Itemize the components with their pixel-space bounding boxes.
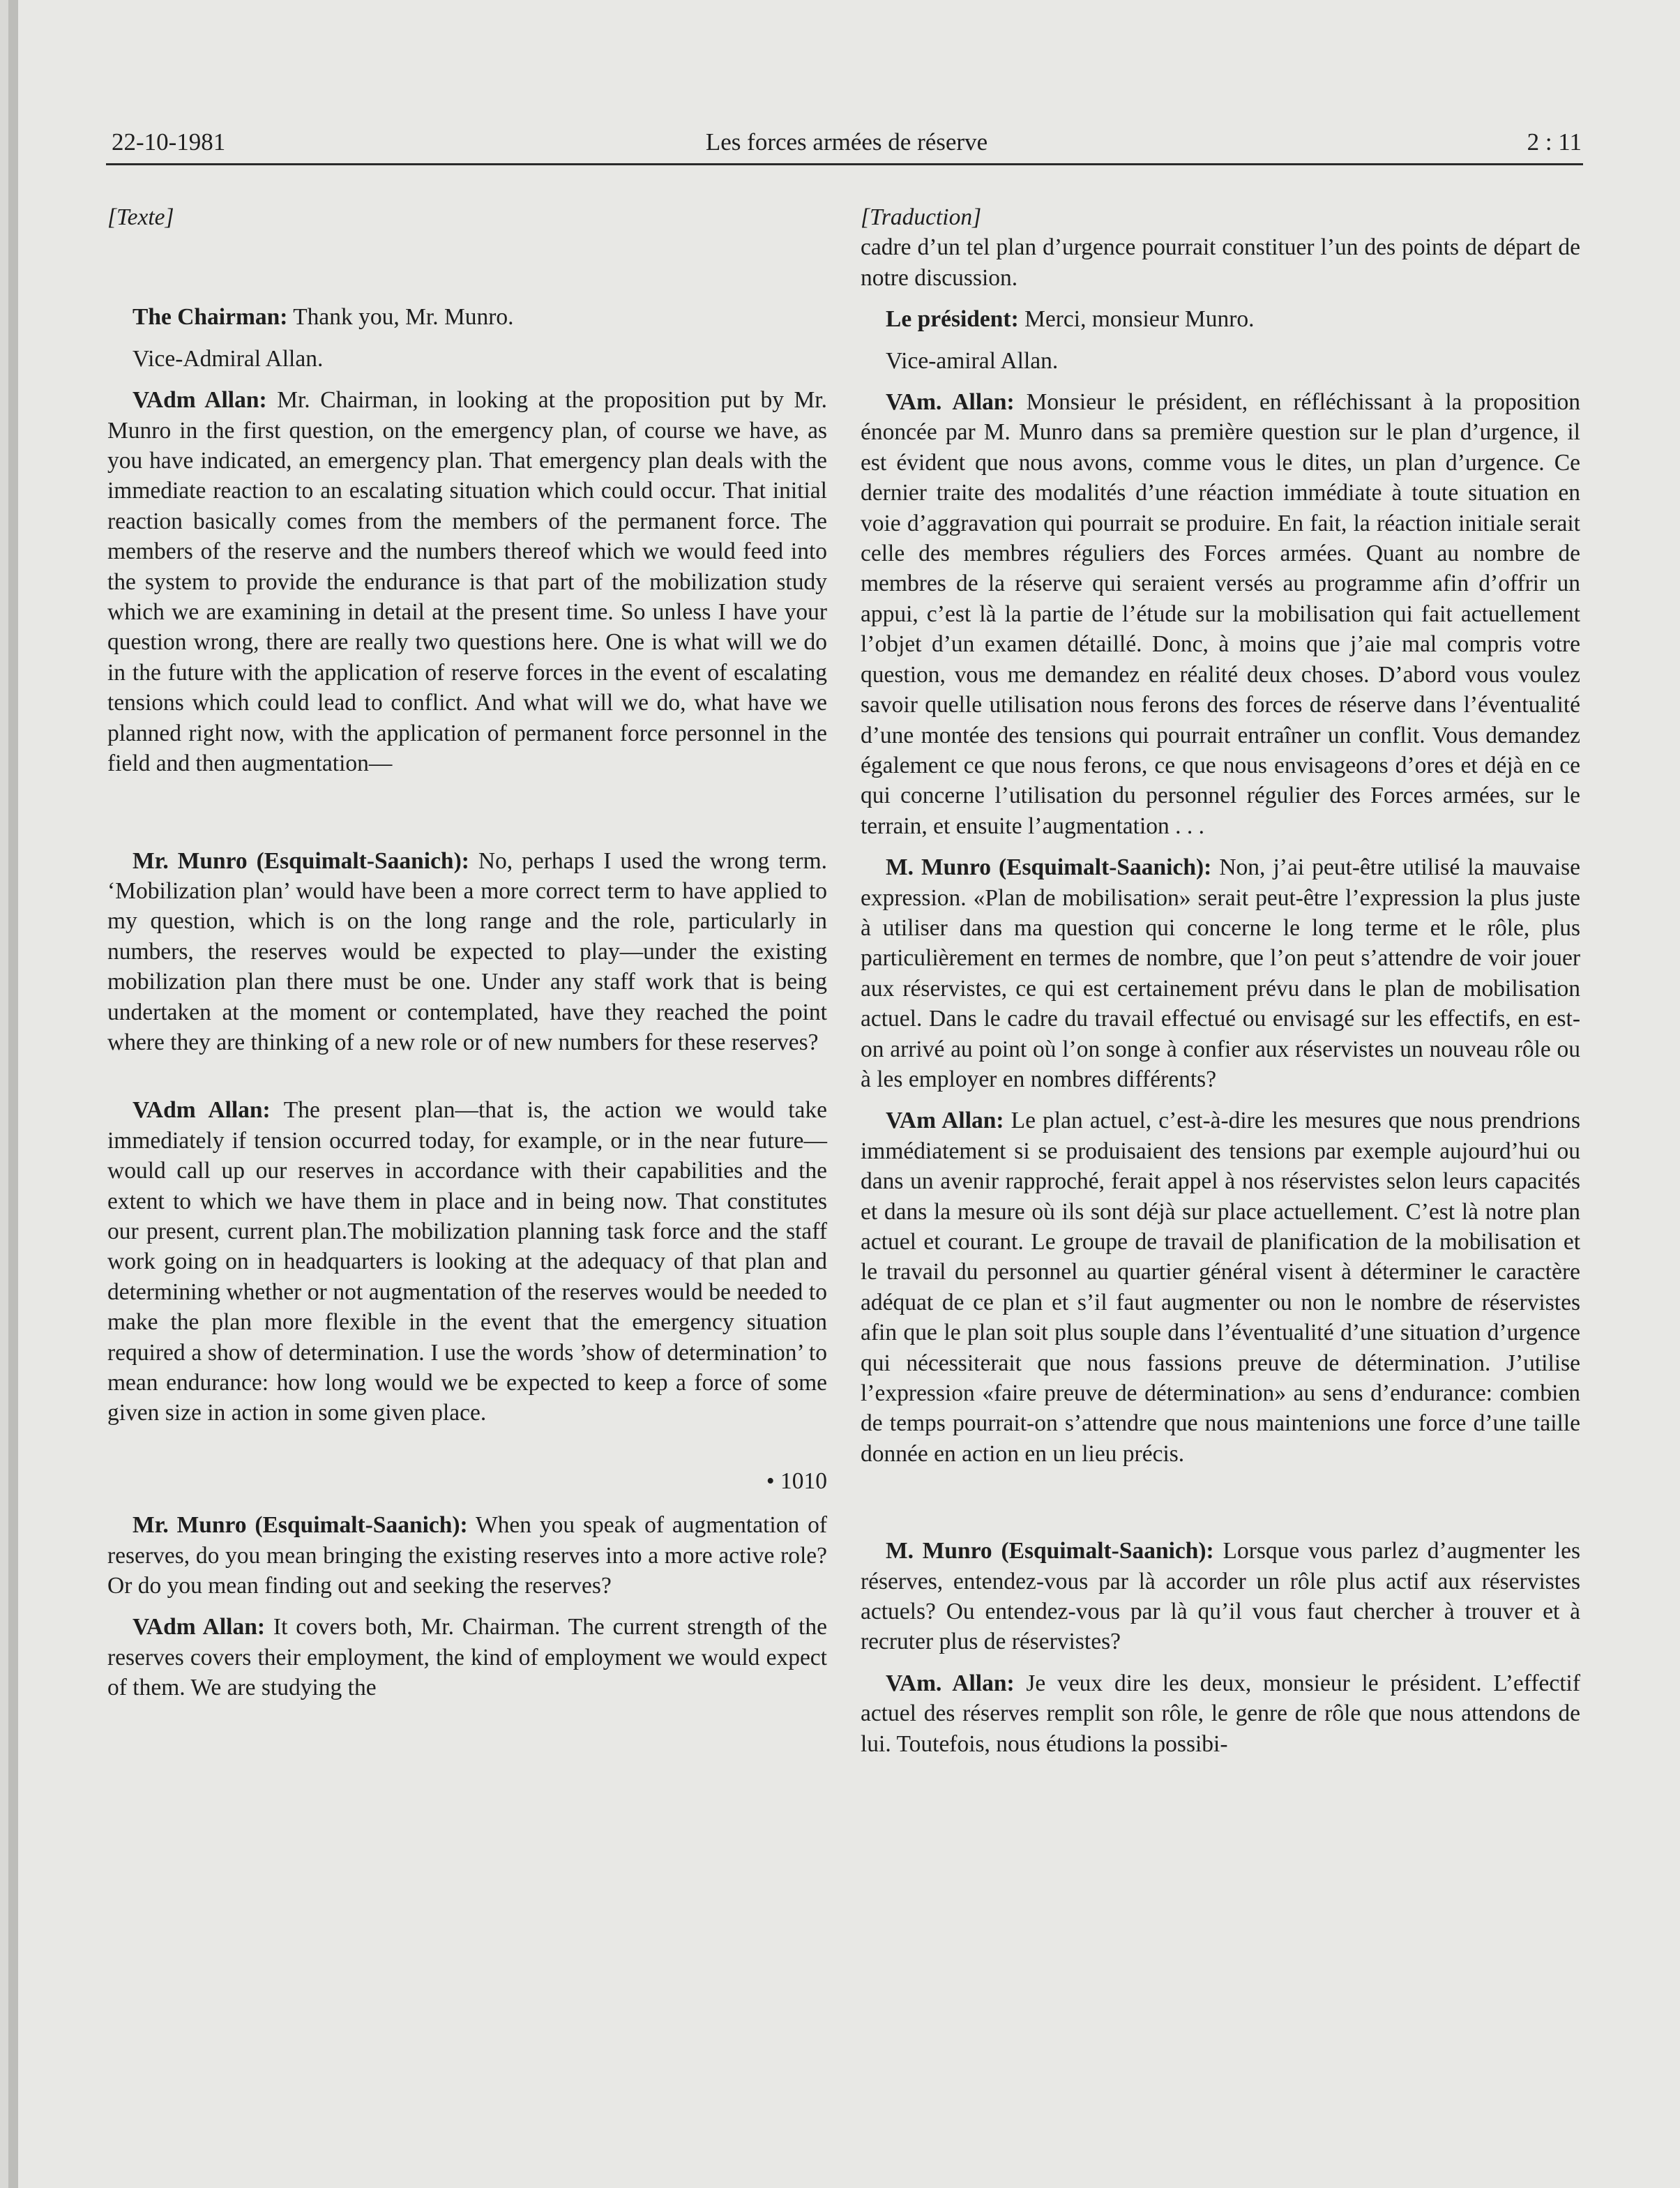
speaker: Mr. Munro (Esquimalt-Saanich): bbox=[133, 1512, 468, 1539]
header-page-number: 2 : 11 bbox=[1527, 128, 1582, 156]
paragraph: M. Munro (Esquimalt-Saanich): Non, j’ai peut-être utilisé la mauvaise expression. «Plan de mobilisation» serait peut-être l’expression la plus juste à utiliser dans ma question qui concerne le long terme et le rôle, plus particulièrement en termes de nombre, que l’on peut s’attendre de voir jouer aux réservistes, ce qui est certainement prévu dans le plan de mobilisation actuel. Dans le cadre du travail effectué ou envisagé sur les effectifs, en est-on arrivé au point où l’on songe à confier aux réservistes un nouveau rôle ou à les employer en nombres différents? bbox=[861, 854, 1581, 1092]
paragraph: VAm. Allan: Monsieur le président, en réfléchissant à la proposition énoncée par M. Munro dans sa première question sur le plan d’urgence, il est évident que nous avons, comme vous le dites, un plan d’urgence. Ce dernier traite des modalités d’une réaction immédiate à toute situation en voie d’aggravation qui pourrait se produire. En fait, la réaction initiale serait celle des membres réguliers des Forces armées. Quant au nombre de membres de la réserve qui seraient versés au programme afin d’offrir un appui, c’est là la partie de l’étude sur la mobilisation qui fait actuellement l’objet d’un examen détaillé. Donc, à moins que j’aie mal compris votre question, vous me demandez en réalité deux choses. D’abord vous voulez savoir quelle utilisation nous ferons des forces de réserve dans l’éventualité d’une montée des tensions qui pourrait entraîner un conflit. Vous demandez également ce que nous ferons, ce que nous envisageons d’ores et déjà en ce qui concerne l’utilisation du personnel régulier des Forces armées, sur le terrain, et ensuite l’augmentation . . . bbox=[861, 389, 1580, 839]
header-rule bbox=[106, 163, 1583, 165]
english-column bbox=[107, 202, 827, 1714]
translation-tag: [Traduction] bbox=[861, 204, 982, 230]
speaker: Le président: bbox=[886, 306, 1019, 333]
paragraph: Mr. Munro (Esquimalt-Saanich): No, perhaps I used the wrong term. ‘Mobilization plan’ would have been a more correct term to have applied to my question, which is on the long range and the role, particularly in numbers, the reserves would be expected to play—under the existing mobilization plan there must be one. Under any staff work that is being undertaken at the moment or contemplated, have they reached the point where they are thinking of a new role or of new numbers for these reserves? bbox=[107, 847, 827, 1055]
paragraph: cadre d’un tel plan d’urgence pourrait constituer l’un des points de départ de notre discussion. bbox=[861, 234, 1580, 291]
speaker: The Chairman: bbox=[133, 304, 288, 331]
speaker: M. Munro (Esquimalt-Saanich): bbox=[886, 854, 1212, 881]
paragraph: VAdm Allan: It covers both, Mr. Chairman. The current strength of the reserves covers their employment, the kind of employment we would expect of them. We are studying the bbox=[107, 1614, 827, 1701]
header-date: 22-10-1981 bbox=[112, 128, 226, 156]
paragraph: The Chairman: Thank you, Mr. Munro. bbox=[133, 304, 514, 331]
speaker: M. Munro (Esquimalt-Saanich): bbox=[886, 1538, 1214, 1564]
running-header bbox=[112, 126, 1582, 167]
speaker: Mr. Munro (Esquimalt-Saanich): bbox=[133, 847, 469, 874]
speaker: VAdm Allan: bbox=[133, 387, 267, 414]
time-marker: • 1010 bbox=[766, 1468, 827, 1494]
speaker: VAm. Allan: bbox=[886, 1670, 1015, 1696]
speaker: VAm. Allan: bbox=[886, 389, 1015, 416]
speaker: VAdm Allan: bbox=[133, 1097, 271, 1124]
paragraph: Le président: Merci, monsieur Munro. bbox=[886, 306, 1255, 333]
document-page bbox=[8, 0, 1680, 2188]
paragraph: Mr. Munro (Esquimalt-Saanich): When you speak of augmentation of reserves, do you mean bringing the existing reserves into a more active role? Or do you mean finding out and seeking the reserves? bbox=[107, 1512, 827, 1599]
paragraph: VAdm Allan: Mr. Chairman, in looking at the proposition put by Mr. Munro in the first question, on the emergency plan, of course we have, as you have indicated, an emergency plan. That emergency plan deals with the immediate reaction to an escalating situation which could occur. That initial reaction basically comes from the members of the permanent force. The members of the reserve and the numbers thereof which we would feed into the system to provide the endurance is that part of the mobilization study which we are examining in detail at the present time. So unless I have your question wrong, there are really two questions here. One is what will we do in the future with the application of reserve forces in the event of escalating tensions which could lead to conflict. And what will we do, what have we planned right now, with the application of permanent force personnel in the field and then augmentation— bbox=[107, 387, 827, 777]
paragraph: VAdm Allan: The present plan—that is, the action we would take immediately if tension occurred today, for example, or in the near future—would call up our reserves in accordance with their capabilities and the extent to which we have them in place and in being now. That constitutes our present, current plan.The mobilization planning task force and the staff work going on in headquarters is looking at the adequacy of that plan and determining whether or not augmentation of the reserves would be needed to make the plan more flexible in the event that the emergency situation required a show of determination. I use the words ’show of determination’ to mean endurance: how long would we be expected to keep a force of some given size in action in some given place. bbox=[107, 1097, 827, 1426]
paragraph: M. Munro (Esquimalt-Saanich): Lorsque vous parlez d’augmenter les réserves, entendez-vous par là accorder un rôle plus actif aux réservistes actuels? Ou entendez-vous par là qu’il vous faut chercher à trouver et à recruter plus de réservistes? bbox=[861, 1538, 1580, 1655]
paragraph: Vice-amiral Allan. bbox=[886, 347, 1059, 374]
speaker: VAm Allan: bbox=[886, 1108, 1004, 1134]
header-title: Les forces armées de réserve bbox=[705, 128, 988, 156]
french-column bbox=[861, 202, 1580, 1770]
speaker: VAdm Allan: bbox=[133, 1614, 266, 1640]
paragraph: VAm. Allan: Je veux dire les deux, monsieur le président. L’effectif actuel des réserves remplit son rôle, le genre de rôle que nous attendons de lui. Toutefois, nous étudions la possibi- bbox=[861, 1670, 1581, 1757]
text-tag: [Texte] bbox=[107, 204, 174, 230]
page-edge bbox=[8, 0, 18, 2188]
paragraph: VAm Allan: Le plan actuel, c’est-à-dire les mesures que nous prendrions immédiatement si se produisaient des tensions par exemple aujourd’hui ou dans un avenir rapproché, ferait appel à nos réservistes selon leurs capacités et dans la mesure où ils sont déjà sur place actuellement. C’est là notre plan actuel et courant. Le groupe de travail de planification de la mobilisation et le travail du personnel au quartier général visent à déterminer le caractère adéquat de ce plan et s’il faut augmenter ou non le nombre de réservistes afin que le plan soit plus souple dans l’éventualité d’une situation d’urgence qui nécessiterait que nous fassions preuve de détermination. J’utilise l’expression «faire preuve de détermination» au sens d’endurance: combien de temps pourrait-on s’attendre que nous maintenions une force d’une taille donnée en action en un lieu précis. bbox=[861, 1108, 1580, 1467]
paragraph: Vice-Admiral Allan. bbox=[133, 345, 324, 372]
